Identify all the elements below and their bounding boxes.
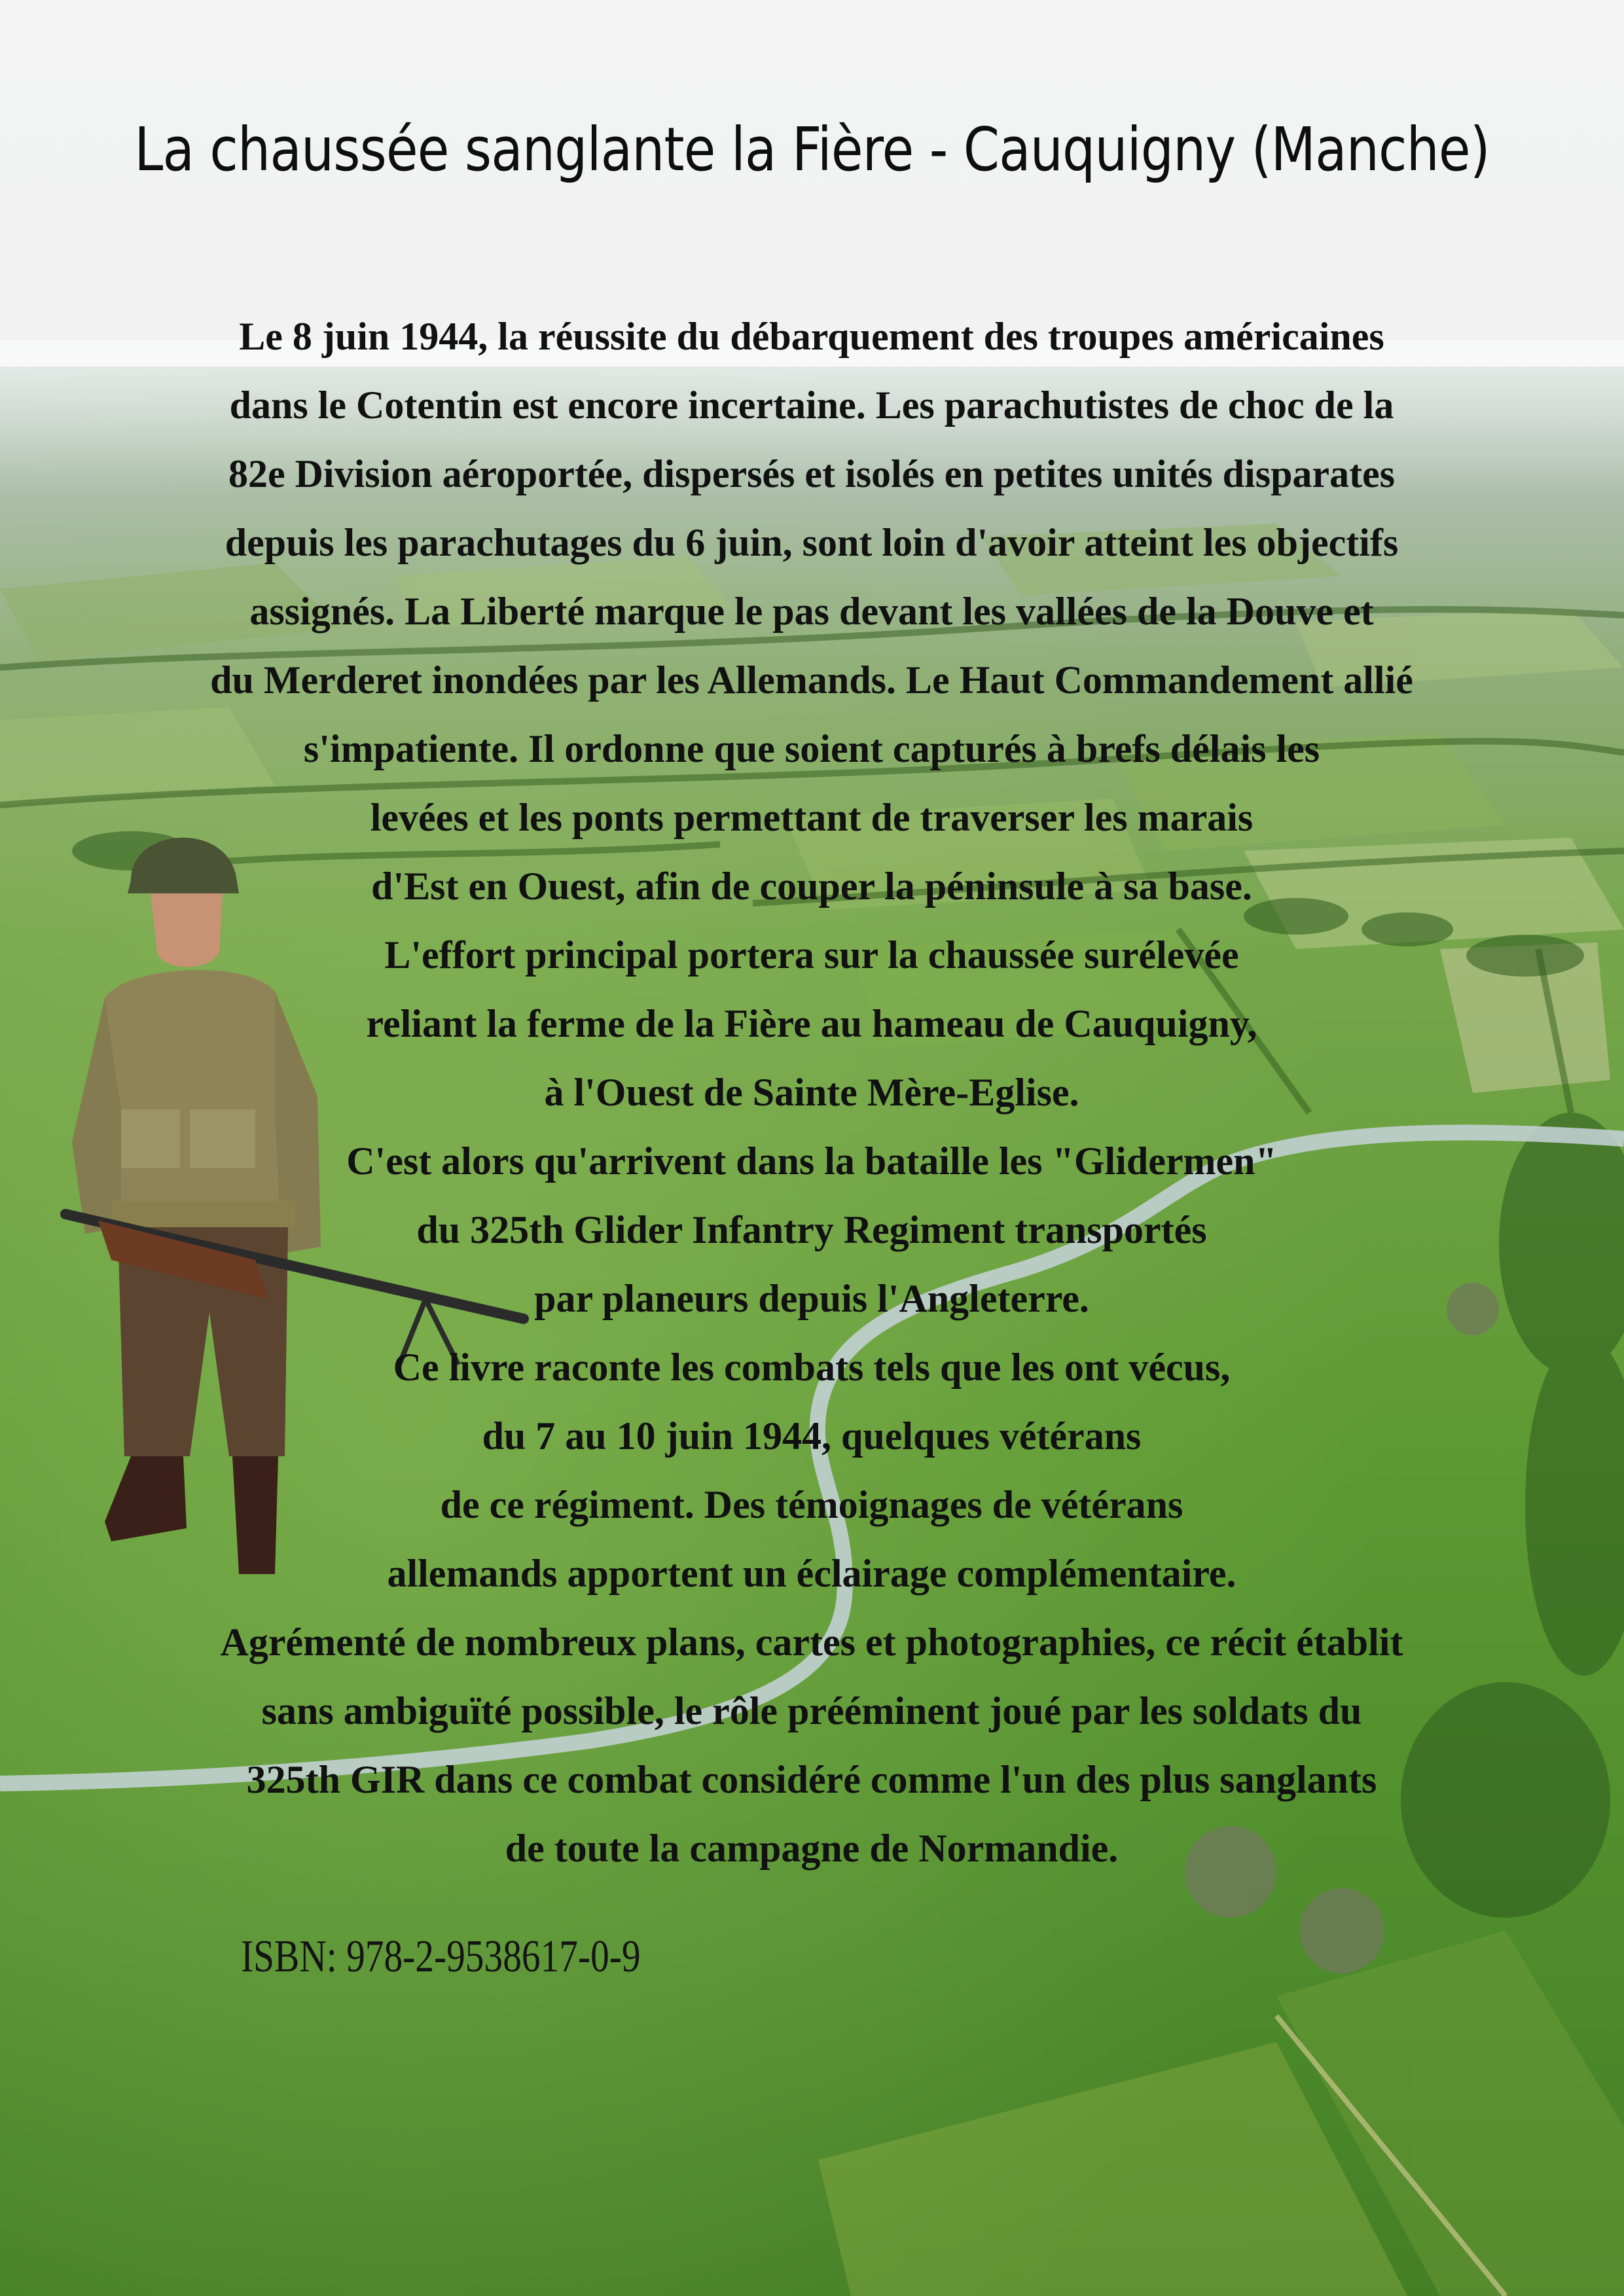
blurb-line: Ce livre raconte les combats tels que les ont vécus,: [393, 1346, 1231, 1389]
book-title: La chaussée sanglante la Fière - Cauquigny (Manche): [134, 115, 1490, 185]
blurb-line: L'effort principal portera sur la chaussée surélevée: [384, 933, 1239, 977]
back-cover-blurb: [118, 302, 1506, 1883]
blurb-line: par planeurs depuis l'Angleterre.: [534, 1277, 1089, 1320]
blurb-line: assignés. La Liberté marque le pas devant les vallées de la Douve et: [249, 590, 1374, 633]
blurb-line: de toute la campagne de Normandie.: [505, 1827, 1119, 1870]
blurb-line: d'Est en Ouest, afin de couper la péninsule à sa base.: [371, 865, 1252, 908]
blurb-line: s'impatiente. Il ordonne que soient capturés à brefs délais les: [303, 727, 1320, 770]
blurb-line: Le 8 juin 1944, la réussite du débarquement des troupes américaines: [239, 315, 1384, 358]
isbn-number: ISBN: 978-2-9538617-0-9: [241, 1931, 641, 1982]
blurb-line: C'est alors qu'arrivent dans la bataille les "Glidermen": [346, 1139, 1277, 1183]
blurb-line: du Merderet inondées par les Allemands. Le Haut Commandement allié: [210, 658, 1413, 702]
blurb-line: Agrémenté de nombreux plans, cartes et photographies, ce récit établit: [220, 1621, 1403, 1664]
blurb-line: reliant la ferme de la Fière au hameau de Cauquigny,: [366, 1002, 1257, 1045]
blurb-line: 325th GIR dans ce combat considéré comme l'un des plus sanglants: [246, 1758, 1377, 1801]
blurb-line: 82e Division aéroportée, dispersés et isolés en petites unités disparates: [228, 452, 1396, 495]
blurb-line: levées et les ponts permettant de traverser les marais: [370, 796, 1254, 839]
blurb-line: du 7 au 10 juin 1944, quelques vétérans: [482, 1414, 1142, 1458]
blurb-line: dans le Cotentin est encore incertaine. Les parachutistes de choc de la: [229, 384, 1394, 427]
blurb-line: depuis les parachutages du 6 juin, sont loin d'avoir atteint les objectifs: [225, 521, 1399, 564]
blurb-line: de ce régiment. Des témoignages de vétérans: [440, 1483, 1183, 1526]
blurb-line: sans ambiguïté possible, le rôle prééminent joué par les soldats du: [261, 1689, 1362, 1732]
blurb-line: à l'Ouest de Sainte Mère-Eglise.: [544, 1071, 1079, 1114]
blurb-line: allemands apportent un éclairage complémentaire.: [387, 1552, 1236, 1595]
blurb-line: du 325th Glider Infantry Regiment transportés: [416, 1208, 1207, 1251]
